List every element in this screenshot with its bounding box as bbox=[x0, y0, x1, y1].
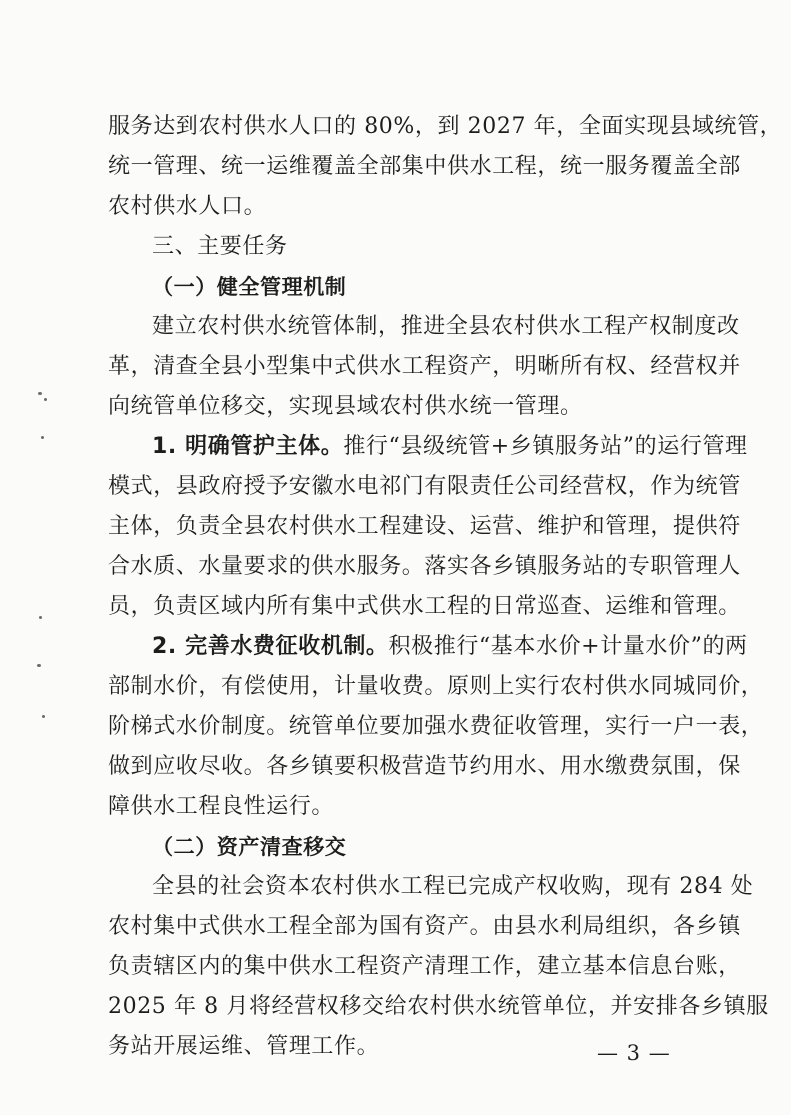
paragraph-line: 阶梯式水价制度。统管单位要加强水费征收管理，实行一户一表， bbox=[108, 714, 764, 739]
paragraph-line: 障供水工程良性运行。 bbox=[108, 794, 335, 819]
paragraph-line: 向统管单位移交，实现县域农村供水统一管理。 bbox=[108, 394, 583, 419]
paragraph-line: 2025 年 8 月将经营权移交给农村供水统管单位，并安排各乡镇服 bbox=[108, 994, 769, 1019]
scan-mark bbox=[37, 664, 41, 667]
paragraph-line: 务站开展运维、管理工作。 bbox=[108, 1034, 380, 1059]
paragraph-line: 部制水价，有偿使用，计量收费。原则上实行农村供水同城同价， bbox=[108, 674, 764, 699]
item-text: 积极推行“基本水价+计量水价”的两 bbox=[388, 634, 748, 659]
scan-mark bbox=[39, 616, 42, 619]
numbered-paragraph-line bbox=[152, 427, 748, 467]
paragraph-line: 农村供水人口。 bbox=[108, 194, 267, 219]
section-heading: 三、主要任务 bbox=[152, 234, 288, 259]
paragraph-line: 服务达到农村供水人口的 80%，到 2027 年，全面实现县域统管， bbox=[108, 114, 783, 139]
paragraph-line: 革，清查全县小型集中式供水工程资产，明晰所有权、经营权并 bbox=[108, 354, 741, 379]
paragraph-line: 做到应收尽收。各乡镇要积极营造节约用水、用水缴费氛围，保 bbox=[108, 754, 741, 779]
page-number: — 3 — bbox=[597, 1041, 671, 1065]
item-text: 推行“县级统管+乡镇服务站”的运行管理 bbox=[343, 434, 748, 459]
scan-mark bbox=[44, 398, 47, 401]
scan-mark bbox=[41, 436, 44, 439]
paragraph-line: 农村集中式供水工程全部为国有资产。由县水利局组织，各乡镇 bbox=[108, 914, 741, 939]
subsection-heading: （二）资产清查移交 bbox=[152, 835, 347, 859]
scan-mark bbox=[38, 392, 42, 395]
paragraph-line: 全县的社会资本农村供水工程已完成产权收购，现有 284 处 bbox=[152, 874, 754, 899]
paragraph-line: 负责辖区内的集中供水工程资产清理工作，建立基本信息台账， bbox=[108, 954, 741, 979]
item-lead: 2. 完善水费征收机制。 bbox=[152, 634, 389, 659]
paragraph-line: 统一管理、统一运维覆盖全部集中供水工程，统一服务覆盖全部 bbox=[108, 154, 741, 179]
paragraph-line: 建立农村供水统管体制，推进全县农村供水工程产权制度改 bbox=[152, 314, 740, 339]
paragraph-line: 合水质、水量要求的供水服务。落实各乡镇服务站的专职管理人 bbox=[108, 554, 741, 579]
item-lead: 1. 明确管护主体。 bbox=[152, 434, 344, 459]
paragraph-line: 主体，负责全县农村供水工程建设、运营、维护和管理，提供符 bbox=[108, 514, 741, 539]
subsection-heading: （一）健全管理机制 bbox=[152, 275, 347, 299]
paragraph-line: 模式，县政府授予安徽水电祁门有限责任公司经营权，作为统管 bbox=[108, 474, 741, 499]
numbered-paragraph-line bbox=[152, 627, 748, 667]
scan-mark bbox=[42, 715, 45, 718]
paragraph-line: 员，负责区域内所有集中式供水工程的日常巡查、运维和管理。 bbox=[108, 594, 741, 619]
